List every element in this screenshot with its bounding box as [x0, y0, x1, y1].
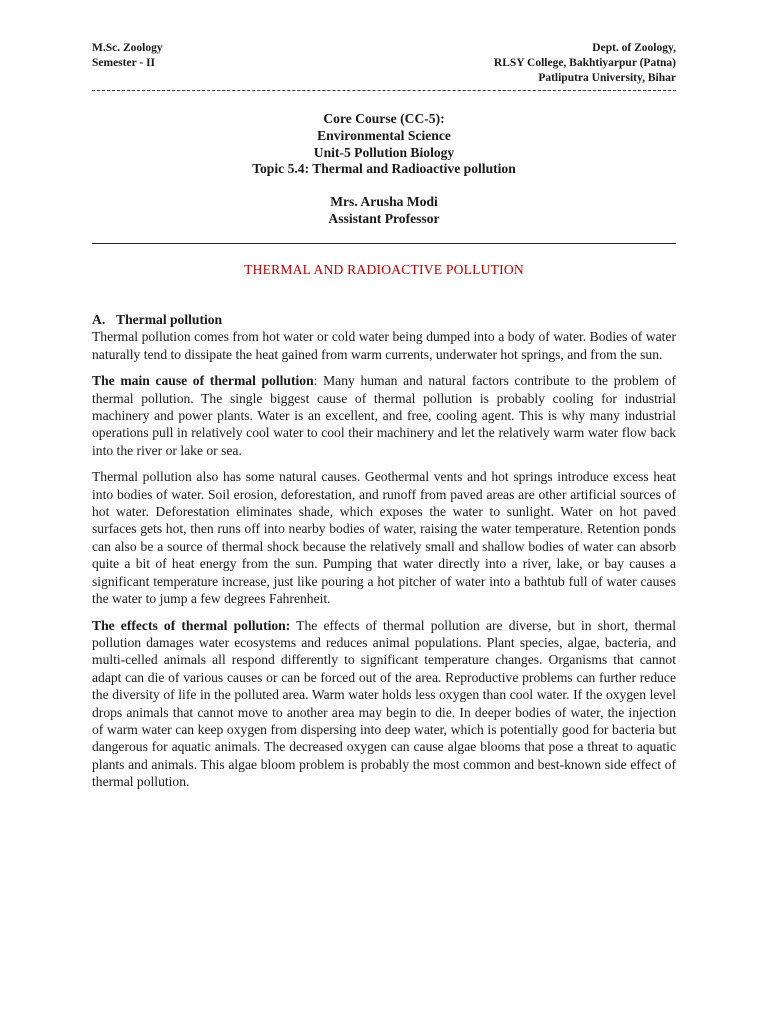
main-cause-paragraph [92, 372, 676, 459]
title-divider [92, 243, 676, 244]
natural-causes-paragraph: Thermal pollution also has some natural causes. Geothermal vents and hot springs introduce excess heat into bodies of water. Soil erosion, deforestation, and runoff from paved areas are other artificial sources of hot water. Deforestation eliminates shade, which exposes the water to sunlight. Water on hot paved surfaces gets hot, then runs off into nearby bodies of water, raising the water temperature. Retention ponds can also be a source of thermal shock because the relatively small and shallow bodies of water can absorb quite a bit of heat energy from the sun. Pumping that water directly into a river, lake, or bay causes a significant temperature increase, just like pouring a hot pitcher of water into a bathtub full of water causes the water to jump a few degrees Fahrenheit. [92, 469, 676, 607]
course-subject: Environmental Science [317, 127, 451, 143]
course-unit: Unit-5 Pollution Biology [313, 144, 455, 160]
effects-lead: The effects of thermal pollution: [92, 617, 291, 633]
header-college: RLSY College, Bakhtiyarpur (Patna) [493, 57, 676, 69]
effects-text: The effects of thermal pollution are diverse, but in short, thermal pollution damages water ecosystems and reduces animal populations. Plant species, algae, bacteria, and multi-celled animals all respond differently to significant temperature changes. Organisms that cannot adapt can die of various causes or can be forced out of the area. Reproductive problems can further reduce the diversity of life in the polluted area. Warm water holds less oxygen than cool water. If the oxygen level drops animals that cannot move to another area may begin to die. In deeper bodies of water, the injection of warm water can keep oxygen from dispersing into deep water, which is potentially good for bacteria but dangerous for aquatic animals. The decreased oxygen can cause algae blooms that pose a threat to aquatic plants and animals. This algae bloom problem is probably the most common and best-known side effect of thermal pollution. [92, 617, 676, 790]
course-title-block [92, 111, 676, 178]
header-program: M.Sc. Zoology [92, 42, 163, 54]
section-heading [92, 311, 676, 328]
header-university: Patliputra University, Bihar [538, 72, 676, 84]
course-topic: Topic 5.4: Thermal and Radioactive pollution [252, 161, 516, 177]
section-number: A. [92, 312, 106, 327]
header-department: Dept. of Zoology, [592, 42, 676, 54]
course-code: Core Course (CC-5): [323, 111, 445, 126]
header-right [494, 41, 676, 86]
author-name: Mrs. Arusha Modi [330, 194, 438, 209]
main-cause-lead: The main cause of thermal pollution [92, 373, 314, 389]
main-cause-text: : Many human and natural factors contribute to the problem of thermal pollution. The single biggest cause of thermal pollution is probably cooling for industrial machinery and power plants. Water is an excellent, and free, cooling agent. This is why many industrial operations pull in relatively cool water to cool their machinery and let the relatively warm water flow back into the river or lake or sea. [92, 373, 676, 458]
author-block [92, 194, 676, 228]
intro-paragraph: Thermal pollution comes from hot water or cold water being dumped into a body of water. Bodies of water naturally tend to dissipate the heat gained from warm currents, underwater hot springs, and from the sun. [92, 329, 676, 362]
section-heading-text: Thermal pollution [116, 312, 223, 327]
document-title: THERMAL AND RADIOACTIVE POLLUTION [244, 262, 524, 277]
header-semester: Semester - II [92, 57, 156, 69]
header-left [92, 41, 163, 71]
document-body [92, 311, 676, 800]
header-dashed-divider [92, 90, 676, 91]
author-role: Assistant Professor [328, 210, 440, 226]
effects-paragraph [92, 617, 676, 791]
